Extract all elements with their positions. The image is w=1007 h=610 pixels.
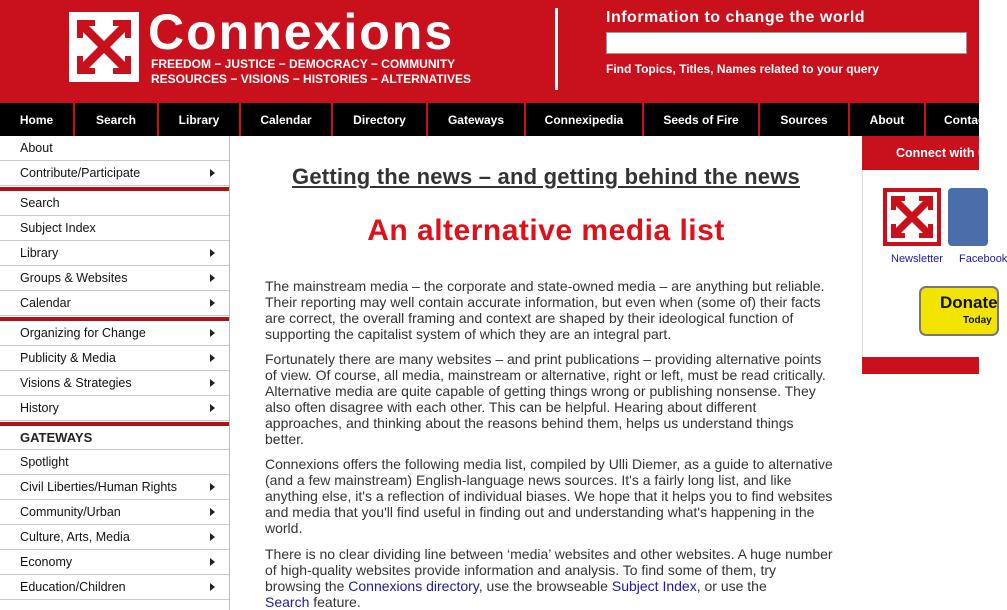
sidebar-item-library[interactable] xyxy=(0,241,229,266)
chevron-right-icon xyxy=(210,299,215,307)
facebook-link[interactable]: Facebook xyxy=(959,253,1007,265)
connect-heading: Connect with us xyxy=(862,136,979,170)
sidebar-item-label: Groups & Websites xyxy=(20,271,128,285)
nav-search[interactable]: Search xyxy=(75,103,159,136)
paragraph-text: , or use the xyxy=(696,578,767,594)
sidebar-item-subject-index[interactable] xyxy=(0,216,229,241)
nav-directory[interactable]: Directory xyxy=(333,103,428,136)
sidebar-item-publicity-media[interactable] xyxy=(0,346,229,371)
sidebar-item-label: Economy xyxy=(20,555,73,569)
sidebar-item-label: Spotlight xyxy=(20,455,69,469)
search-input[interactable] xyxy=(606,32,967,54)
donate-label: Donate xyxy=(940,293,998,312)
main-content xyxy=(230,136,862,610)
chevron-right-icon xyxy=(210,483,215,491)
sidebar-item-visions[interactable] xyxy=(0,371,229,396)
header-tagline: Information to change the world xyxy=(606,9,866,26)
site-slogan xyxy=(151,57,471,87)
chevron-right-icon xyxy=(210,274,215,282)
nav-contact[interactable]: Contact xyxy=(944,112,989,127)
chevron-right-icon xyxy=(210,558,215,566)
sidebar-item-about[interactable] xyxy=(0,136,229,161)
header-divider xyxy=(555,8,558,90)
sidebar-item-label: Subject Index xyxy=(20,221,96,235)
donate-button[interactable] xyxy=(919,286,999,336)
chevron-right-icon xyxy=(210,169,215,177)
sidebar-item-civil-liberties[interactable] xyxy=(0,475,229,500)
sidebar-item-search[interactable] xyxy=(0,191,229,216)
connexions-logo-icon[interactable] xyxy=(69,12,139,82)
paragraph-text: feature. xyxy=(309,594,361,610)
sidebar-item-label: Publicity & Media xyxy=(20,351,116,365)
search-link[interactable]: Search xyxy=(265,594,310,610)
intro-paragraph-2: Fortunately there are many websites – and print publications – providing alternative points of view. Of course, all media, mainstream or alternative, right or left, must be read critically. Alternative media are quite capable of getting things wrong or publishing nonsense. They also often disagree with each other. This can be helpful. Hearing about different approaches, and thinking about the reasons behind them, helps us understand things better. xyxy=(265,351,826,447)
nav-library[interactable]: Library xyxy=(159,103,241,136)
sidebar xyxy=(0,136,230,610)
nav-home[interactable]: Home xyxy=(0,103,75,136)
nav-gateways[interactable]: Gateways xyxy=(428,103,526,136)
sidebar-item-label: About xyxy=(20,141,53,155)
sidebar-item-history[interactable] xyxy=(0,396,229,421)
sidebar-item-label: Library xyxy=(20,246,59,260)
slogan-line-1: FREEDOM − JUSTICE − DEMOCRACY − COMMUNITY xyxy=(151,57,456,71)
sidebar-item-label: Organizing for Change xyxy=(20,326,146,340)
sidebar-item-label: Civil Liberties/Human Rights xyxy=(20,480,178,494)
nav-seeds-of-fire[interactable]: Seeds of Fire xyxy=(644,103,760,136)
sidebar-item-culture-arts-media[interactable] xyxy=(0,525,229,550)
sidebar-item-organizing[interactable] xyxy=(0,321,229,346)
sidebar-item-economy[interactable] xyxy=(0,550,229,575)
paragraph-text: , use the browseable xyxy=(478,578,612,594)
sidebar-item-label: Culture, Arts, Media xyxy=(20,530,130,544)
subject-index-link[interactable]: Subject Index xyxy=(611,578,697,594)
intro-paragraph-1: The mainstream media – the corporate and state-owned media – are anything but reliable. Their reporting may well contain accurate information, but even when (some of) their facts are correct, the overall framing and context are shaped by their ideological function of supporting the capitalist system of which they are an integral part. xyxy=(265,278,825,342)
chevron-right-icon xyxy=(210,329,215,337)
right-panel-footer-bar xyxy=(862,357,979,374)
chevron-right-icon xyxy=(210,404,215,412)
facebook-icon[interactable] xyxy=(948,188,988,246)
search-hint: Find Topics, Titles, Names related to your query xyxy=(606,62,879,76)
donate-sub-label: Today xyxy=(963,315,992,326)
sidebar-item-label: History xyxy=(20,401,59,415)
chevron-right-icon xyxy=(210,533,215,541)
sidebar-item-education-children[interactable] xyxy=(0,575,229,600)
nav-sources[interactable]: Sources xyxy=(760,103,850,136)
nav-calendar[interactable]: Calendar xyxy=(241,103,333,136)
main-nav xyxy=(0,103,989,136)
nav-connexipedia[interactable]: Connexipedia xyxy=(526,103,644,136)
chevron-right-icon xyxy=(210,354,215,362)
right-panel xyxy=(862,136,1007,610)
sidebar-item-label: Contribute/Participate xyxy=(20,166,141,180)
directory-link[interactable]: Connexions directory xyxy=(348,578,479,594)
sidebar-item-groups-websites[interactable] xyxy=(0,266,229,291)
intro-paragraph-3: Connexions offers the following media list, compiled by Ulli Diemer, as a guide to alternative (and a few mainstream) English-language news sources. It's a fairly long list, and like anything else, it's a reflection of individual biases. We hope that it helps you to find websites and media that you'll find useful in finding out and understanding what's happening in the world. xyxy=(265,456,833,536)
sidebar-item-label: Search xyxy=(20,196,60,210)
sidebar-item-label: Community/Urban xyxy=(20,505,121,519)
chevron-right-icon xyxy=(210,379,215,387)
nav-about[interactable]: About xyxy=(850,103,926,136)
sidebar-item-calendar[interactable] xyxy=(0,291,229,316)
site-header xyxy=(0,0,979,103)
sidebar-item-label: Calendar xyxy=(20,296,71,310)
chevron-right-icon xyxy=(210,249,215,257)
chevron-right-icon xyxy=(210,508,215,516)
intro-paragraph-4 xyxy=(265,546,835,610)
sidebar-gateways-heading: GATEWAYS xyxy=(0,426,229,450)
sidebar-item-label: Visions & Strategies xyxy=(20,376,132,390)
page-heading: An alternative media list xyxy=(367,214,725,247)
newsletter-link[interactable]: Newsletter xyxy=(891,253,943,265)
slogan-line-2: RESOURCES − VISIONS − HISTORIES − ALTERNATIVES xyxy=(151,72,471,86)
sidebar-item-contribute[interactable] xyxy=(0,161,229,186)
sidebar-item-community-urban[interactable] xyxy=(0,500,229,525)
sidebar-item-label: Education/Children xyxy=(20,580,126,594)
paragraph-text: There is no clear dividing line between ‘media’ websites and other websites. A huge number of high-quality websites provide information and analysis. To find some of them, try browsing the xyxy=(265,546,833,594)
newsletter-icon[interactable] xyxy=(883,188,941,246)
site-logo-text[interactable]: Connexions xyxy=(148,4,455,60)
chevron-right-icon xyxy=(210,583,215,591)
sidebar-item-spotlight[interactable] xyxy=(0,450,229,475)
page-title: Getting the news – and getting behind the news xyxy=(292,164,800,189)
